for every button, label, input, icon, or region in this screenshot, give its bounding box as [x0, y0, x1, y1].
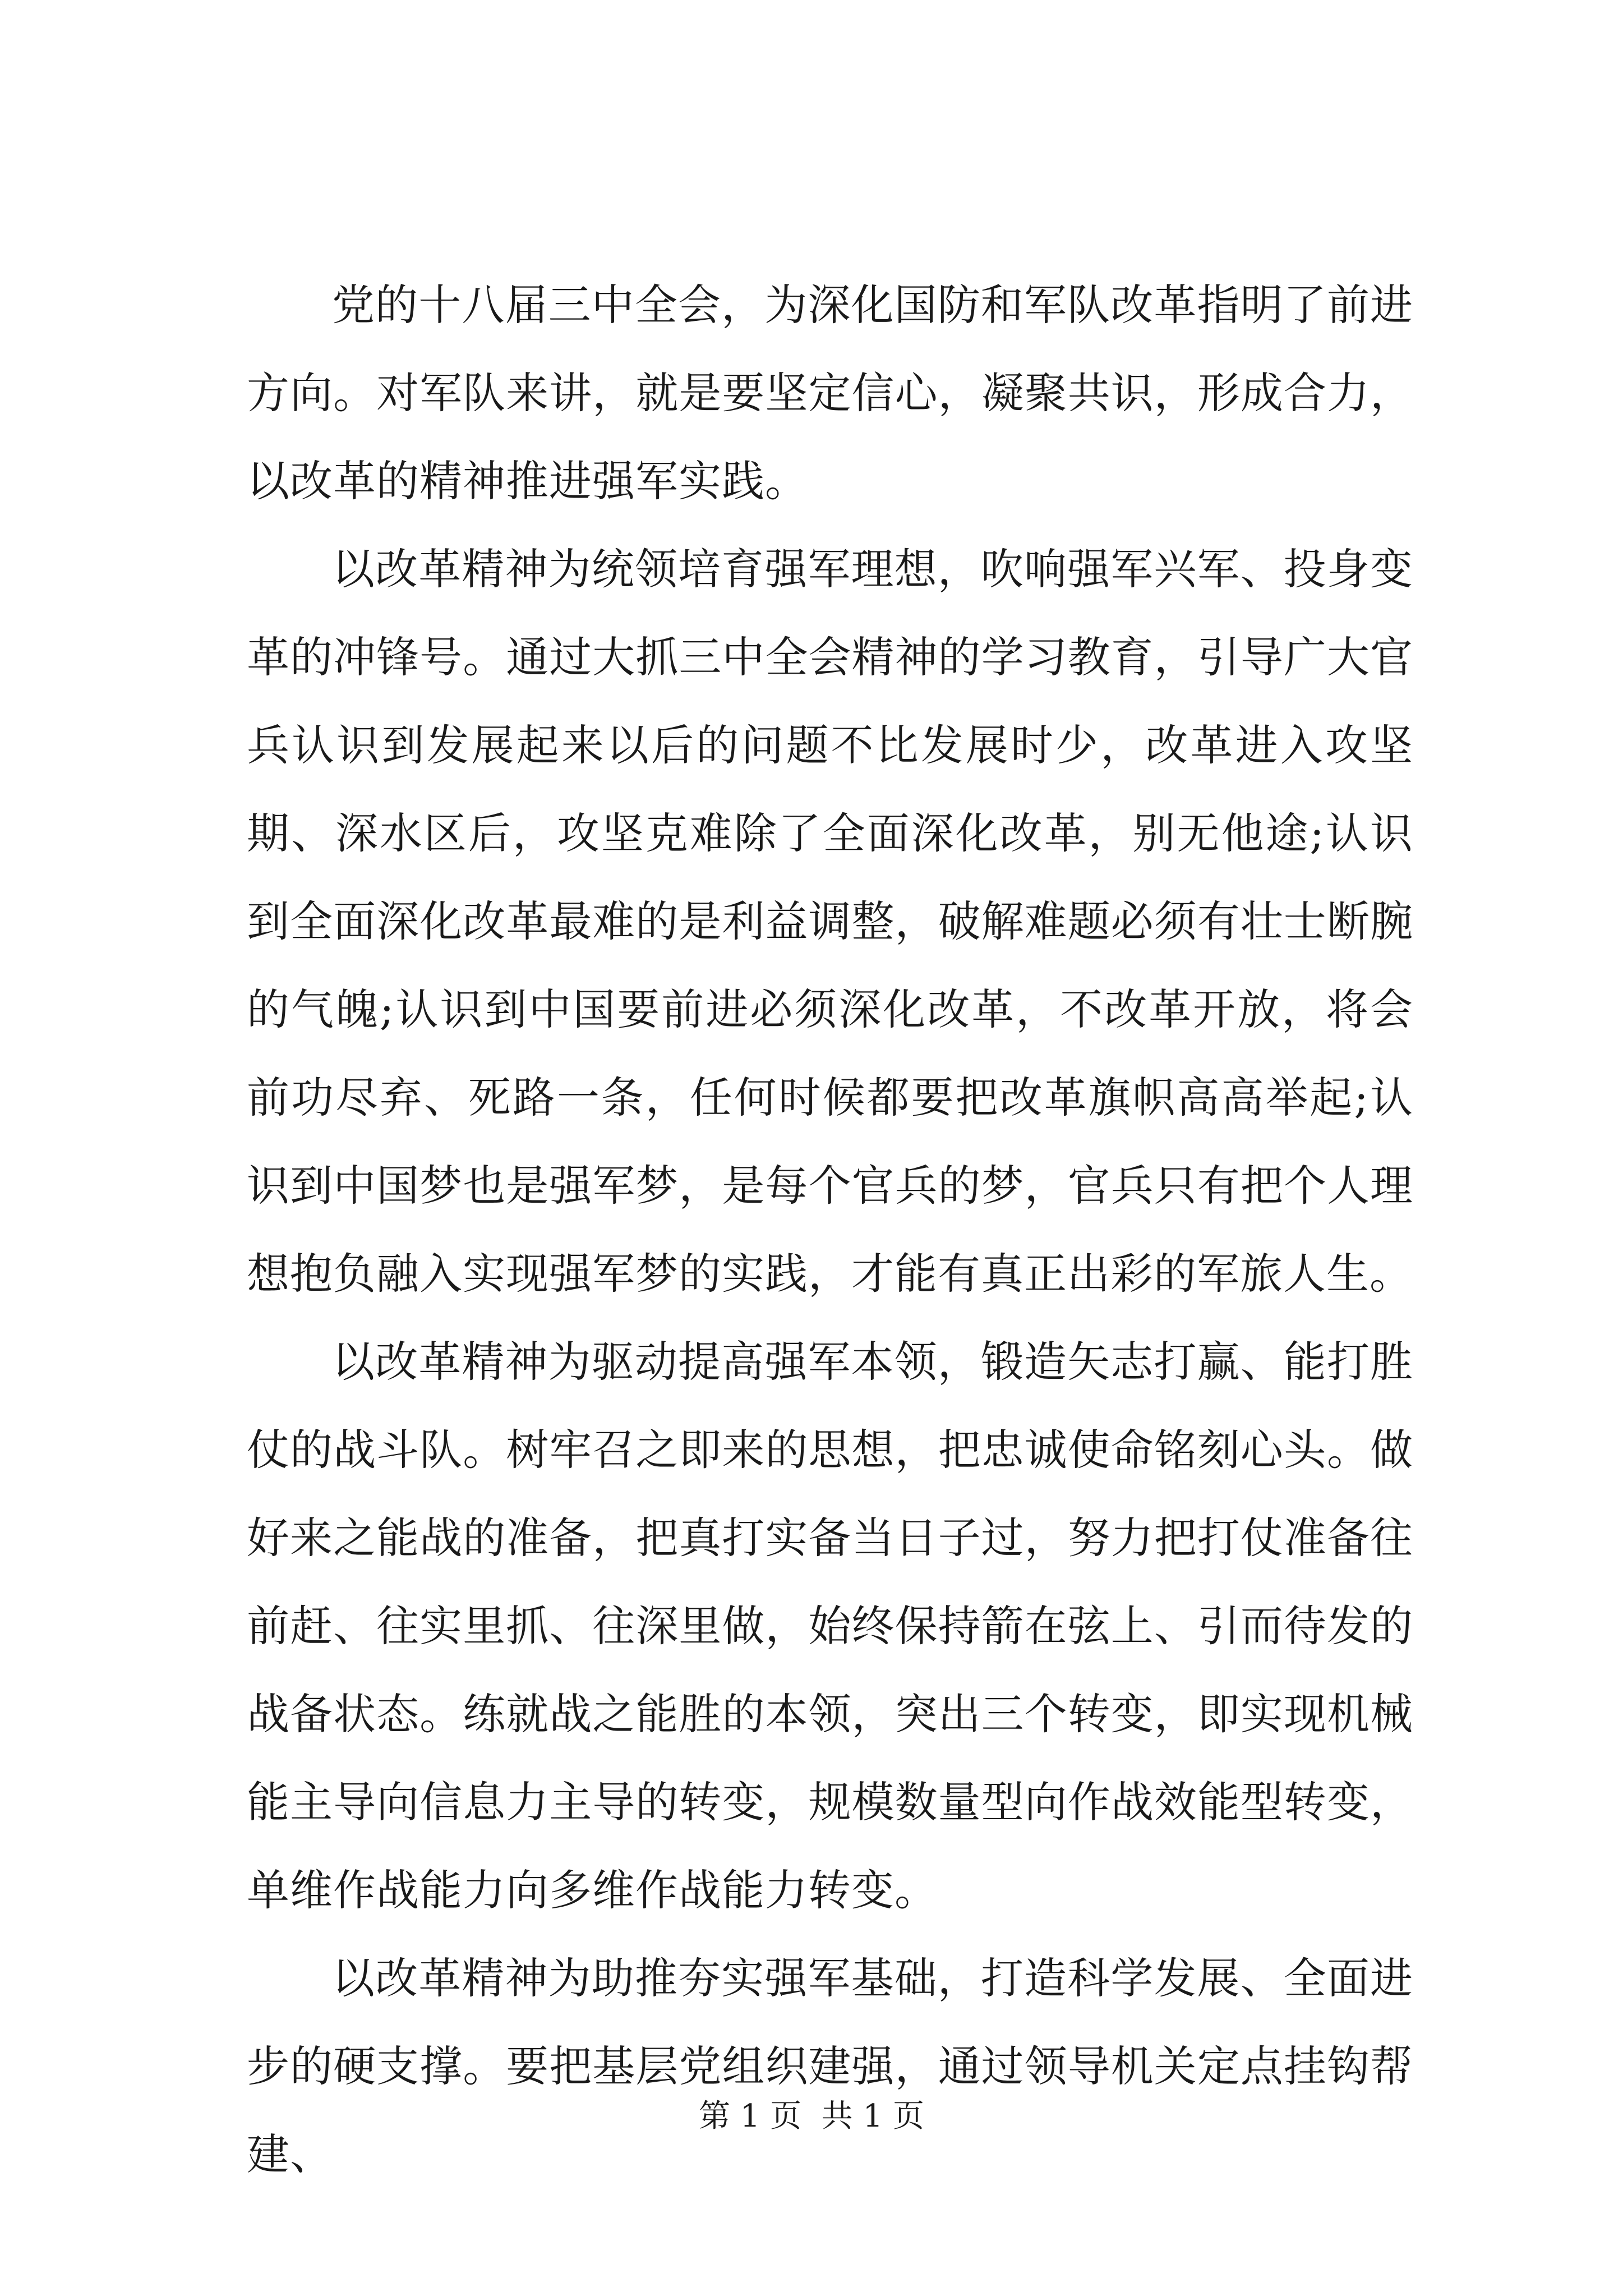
- paragraph-1: 党的十八届三中全会，为深化国防和军队改革指明了前进方向。对军队来讲，就是要坚定信心，凝聚共识，形成合力，以改革的精神推进强军实践。: [247, 280, 1413, 506]
- paragraph-2: 以改革精神为统领培育强军理想，吹响强军兴军、投身变革的冲锋号。通过大抓三中全会精神的学习教育，引导广大官兵认识到发展起来以后的问题不比发展时少，改革进入攻坚期、深水区后，攻坚克难除了全面深化改革，别无他途;认识到全面深化改革最难的是利益调整，破解难题必须有壮士断腕的气魄;认识到中国要前进必须深化改革，不改革开放，将会前功尽弃、死路一条，任何时候都要把改革旗帜高高举起;认识到中国梦也是强军梦，是每个官兵的梦，官兵只有把个人理想抱负融入实现强军梦的实践，才能有真正出彩的军旅人生。: [247, 544, 1413, 1299]
- page-footer: 第 1 页 共 1 页: [698, 2098, 925, 2134]
- paragraph-4: 以改革精神为助推夯实强军基础，打造科学发展、全面进步的硬支撑。要把基层党组织建强，通过领导机关定点挂钩帮建、: [247, 1953, 1413, 2179]
- paragraph-3: 以改革精神为驱动提高强军本领，锻造矢志打赢、能打胜仗的战斗队。树牢召之即来的思想，把忠诚使命铭刻心头。做好来之能战的准备，把真打实备当日子过，努力把打仗准备往前赶、往实里抓、往深里做，始终保持箭在弦上、引而待发的战备状态。练就战之能胜的本领，突出三个转变，即实现机械能主导向信息力主导的转变，规模数量型向作战效能型转变，单维作战能力向多维作战能力转变。: [247, 1337, 1413, 1915]
- document-body: [247, 261, 1413, 2198]
